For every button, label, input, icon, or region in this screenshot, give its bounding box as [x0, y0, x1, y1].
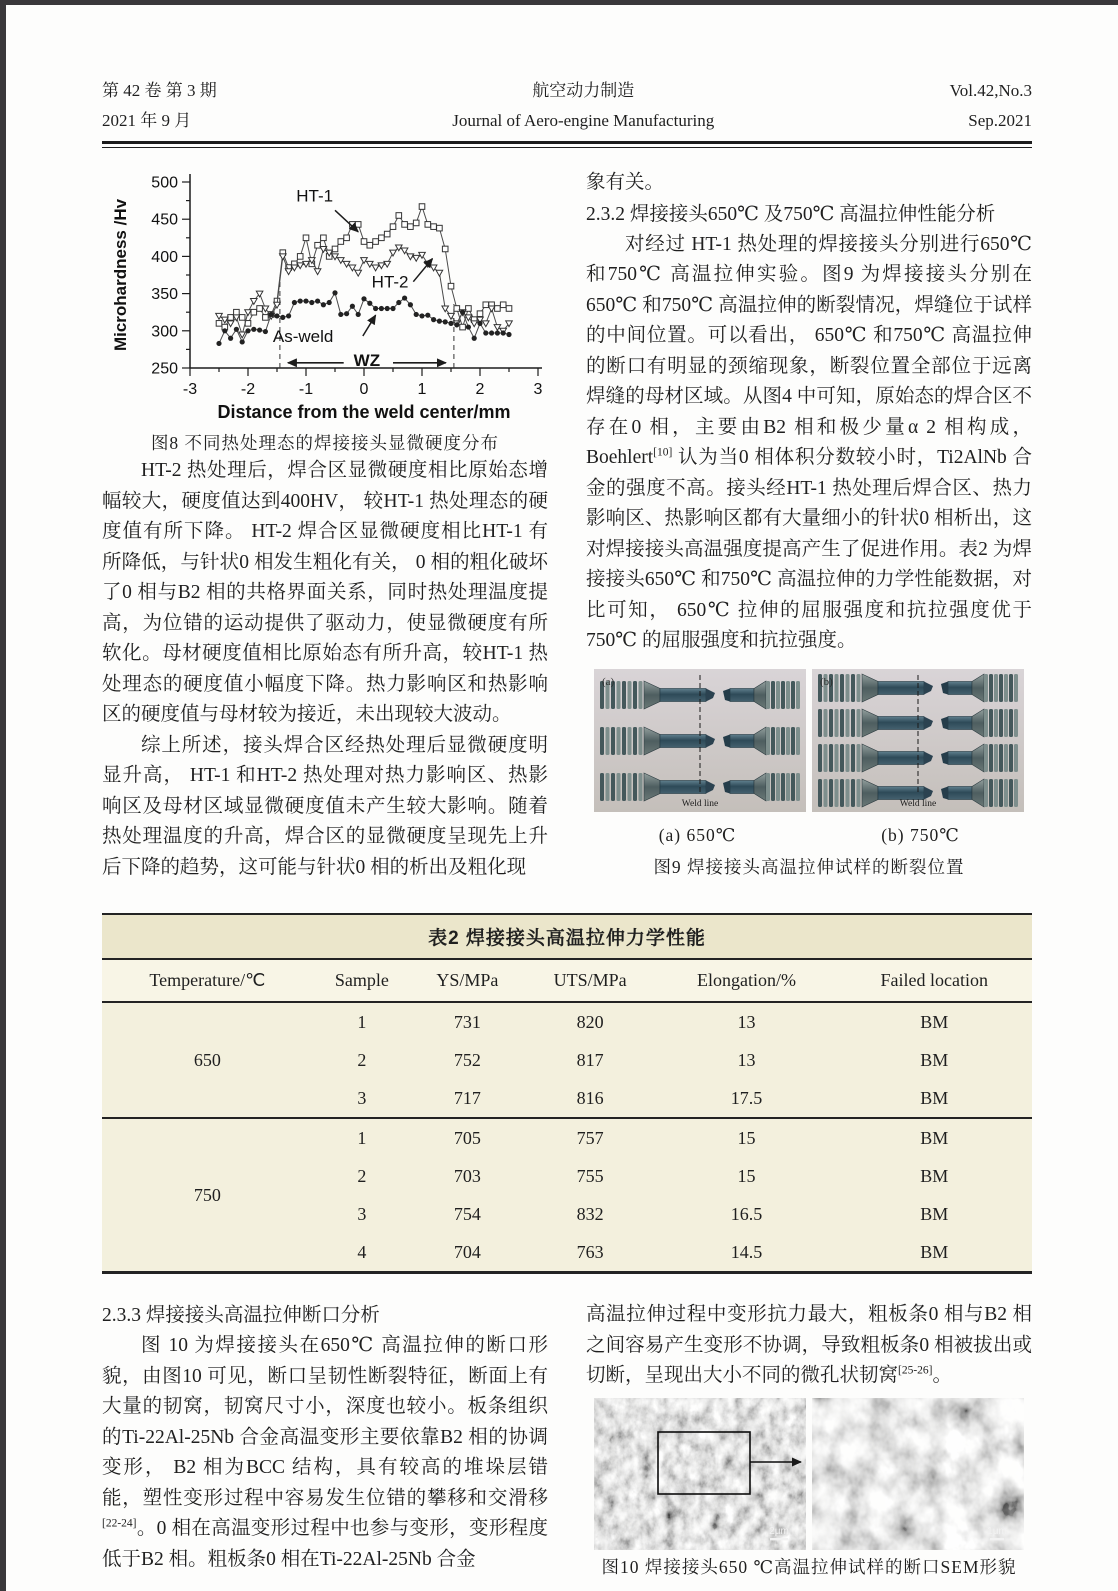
cell-ys: 752: [411, 1041, 524, 1079]
cell-uts: 817: [524, 1041, 657, 1079]
figure-8-caption: 图8 不同热处理态的焊接接头显微硬度分布: [150, 433, 500, 453]
col-header-ys: YS/MPa: [411, 959, 524, 1002]
cell-ys: 717: [411, 1079, 524, 1118]
paragraph: 综上所述，接头焊合区经热处理后显微硬度明显升高， HT-1 和HT-2 热处理对热力影响区、热影响区及母材区域显微硬度值未产生较大影响。随着热处理温度的升高，焊合区的显微硬度呈现先上升后下降的趋势，这可能与针状0 相的析出及粗化现: [102, 734, 548, 878]
figure-9-caption: 图9 焊接接头高温拉伸试样的断裂位置: [653, 857, 965, 877]
volume-issue-en: Vol.42,No.3: [949, 81, 1032, 100]
svg-text:350: 350: [151, 286, 178, 304]
page-content: [102, 76, 1032, 1580]
cell-sample: 4: [313, 1233, 411, 1273]
svg-text:0: 0: [359, 381, 369, 398]
figure-9-photos: [586, 669, 1032, 812]
scale-label: 2μm: [769, 1525, 789, 1537]
table-2: [102, 913, 1032, 1274]
svg-text:-3: -3: [182, 381, 198, 398]
paragraph-text: 认为当0 相体积分数较小时，Ti2AlNb 合金的强度不高。接头经HT-1 热处理后焊合区、热力影响区、热影响区都有大量细小的针状0 相析出，这对焊接接头高温强度提高产生了促进作用。表2 为焊接接头650℃ 和750℃ 高温拉伸的力学性能数据，对比可知， 650℃ 拉伸的屈服强度和抗拉强度优于750℃ 的屈服强度和抗拉强度。: [586, 447, 1032, 651]
svg-text:400: 400: [151, 248, 178, 266]
cell-failed-location: BM: [836, 1079, 1032, 1118]
paragraph-text: 图 10 为焊接接头在650℃ 高温拉伸的断口形貌，由图10 可见，断口呈韧性断裂特征，断面上有大量的韧窝，韧窝尺寸小，深度也较小。板条组织的Ti-22Al-25Nb 合金高温变形主要依靠B2 相的协调变形， B2 相为BCC 结构，具有较高的堆垛层错能，塑性变形过程中容易发生位错的攀移和交滑移: [102, 1335, 548, 1509]
section-heading-233: 2.3.3 焊接接头高温拉伸断口分析: [102, 1305, 380, 1326]
weld-line-label: Weld line: [681, 798, 719, 809]
svg-text:-2: -2: [240, 381, 256, 398]
sem-fractograph-right: [812, 1398, 1024, 1550]
cell-failed-location: BM: [836, 1157, 1032, 1195]
left-column-bottom: [102, 1300, 548, 1575]
right-column: [586, 168, 1032, 880]
cell-failed-location: BM: [836, 1195, 1032, 1233]
svg-text:Distance from the weld center/: Distance from the weld center/mm: [217, 402, 511, 422]
figure-10-images: [586, 1398, 1032, 1550]
cell-uts: 757: [524, 1118, 657, 1157]
journal-header: [102, 76, 1032, 136]
subcaption-a: (a) 650℃: [658, 824, 737, 845]
cell-elongation: 16.5: [656, 1195, 836, 1233]
svg-text:450: 450: [151, 211, 178, 229]
scale-label: 1μm: [987, 1525, 1007, 1537]
left-column: [102, 168, 548, 883]
cell-failed-location: BM: [836, 1233, 1032, 1273]
cell-elongation: 14.5: [656, 1233, 836, 1273]
cell-failed-location: BM: [836, 1002, 1032, 1041]
paragraph-text: 。0 相在高温变形过程中也参与变形，变形程度低于B2 相。粗板条0 相在Ti-22Al-25Nb 合金: [102, 1518, 548, 1570]
cell-failed-location: BM: [836, 1118, 1032, 1157]
citation-ref: [22-24]: [102, 1517, 137, 1530]
col-header-failed-location: Failed location: [836, 959, 1032, 1002]
citation-ref: [25-26]: [898, 1364, 933, 1377]
header-right: [950, 76, 1032, 136]
page-border-top: [0, 0, 1118, 5]
header-center: [452, 76, 714, 136]
table-row: [102, 1002, 1032, 1041]
tensile-specimens-photo-750: [812, 669, 1024, 812]
col-header-sample: Sample: [313, 959, 411, 1002]
paragraph: [586, 230, 1032, 657]
svg-text:250: 250: [151, 360, 178, 378]
scale-bar: [770, 1538, 788, 1540]
paragraph: [102, 1331, 548, 1575]
cell-uts: 832: [524, 1195, 657, 1233]
svg-text:As-weld: As-weld: [272, 326, 334, 346]
svg-text:500: 500: [151, 174, 178, 192]
paragraph: HT-2 热处理后，焊合区显微硬度相比原始态增幅较大，硬度值达到400HV， 较HT-1 热处理态的硬度值有所下降。 HT-2 焊合区显微硬度相比HT-1 有所降低，与针状0 相发生粗化有关， 0 相的粗化破坏了0 相与B2 相的共格界面关系，同时热处理温度提高，为位错的运动提供了驱动力，使显微硬度有所软化。母材硬度值相比原始态有所升高，较HT-1 热处理态的硬度值小幅度下降。热力影响区和热影响区的硬度值与母材较为接近，未出现较大波动。: [102, 460, 548, 725]
figure-8: [102, 168, 548, 456]
cell-ys: 705: [411, 1118, 524, 1157]
table-2-title: 表2 焊接接头高温拉伸力学性能: [102, 914, 1032, 959]
paragraph-text: 。: [932, 1365, 953, 1386]
cell-uts: 755: [524, 1157, 657, 1195]
cell-sample: 2: [313, 1041, 411, 1079]
table-2-header-row: [102, 959, 1032, 1002]
figure-10: [586, 1398, 1032, 1580]
cell-uts: 816: [524, 1079, 657, 1118]
microhardness-chart: [102, 168, 548, 426]
cell-uts: 763: [524, 1233, 657, 1273]
cell-temperature: 650: [102, 1002, 313, 1118]
svg-text:300: 300: [151, 323, 178, 341]
svg-text:3: 3: [533, 381, 543, 398]
journal-title-en: Journal of Aero-engine Manufacturing: [452, 111, 715, 130]
sem-fractograph-left: [594, 1398, 806, 1550]
cell-elongation: 17.5: [656, 1079, 836, 1118]
header-left: [102, 76, 217, 136]
figure-9-subcaptions: [586, 820, 1032, 851]
table-row: [102, 1118, 1032, 1157]
right-column-bottom: [586, 1300, 1032, 1580]
weld-line-label: Weld line: [899, 798, 937, 809]
cell-failed-location: BM: [836, 1041, 1032, 1079]
tensile-specimens-photo-650: [594, 669, 806, 812]
scale-bar: [990, 1538, 1004, 1540]
cell-sample: 1: [313, 1002, 411, 1041]
date-en: Sep.2021: [968, 111, 1032, 130]
paragraph: [586, 1300, 1032, 1392]
cell-ys: 703: [411, 1157, 524, 1195]
figure-10-caption: 图10 焊接接头650 ℃高温拉伸试样的断口SEM形貌: [601, 1556, 1017, 1577]
figure-9: [586, 669, 1032, 881]
section-heading-232: 2.3.2 焊接接头650℃ 及750℃ 高温拉伸性能分析: [586, 203, 996, 225]
date-cn: 2021 年 9 月: [102, 111, 192, 130]
paragraph-text: 对经过 HT-1 热处理的焊接接头分别进行650℃ 和750℃ 高温拉伸实验。图9 为焊接接头分别在650℃ 和750℃ 高温拉伸的断裂情况，焊缝位于试样的中间位置。可以看出， 650℃ 和750℃ 高温拉伸的断口有明显的颈缩现象，断裂位置全部位于远离焊缝的母材区域。从图4 中可知，原始态的焊合区不存在0 相，主要由B2 相和极少量α 2 相构成， Boehlert: [586, 233, 1032, 468]
citation-ref: [10]: [653, 446, 673, 459]
cell-sample: 1: [313, 1118, 411, 1157]
svg-text:2: 2: [475, 381, 485, 398]
columns-top: [102, 168, 1032, 883]
col-header-temperature: Temperature/℃: [102, 959, 313, 1002]
cell-temperature: 750: [102, 1118, 313, 1273]
header-rule: [102, 141, 1032, 148]
photo-corner-label: (a): [602, 675, 615, 688]
subcaption-b: (b) 750℃: [881, 824, 960, 845]
cell-ys: 754: [411, 1195, 524, 1233]
paragraph: 象有关。: [586, 172, 665, 193]
photo-corner-label: (b): [820, 675, 833, 688]
svg-text:HT-2: HT-2: [371, 272, 409, 292]
cell-elongation: 13: [656, 1002, 836, 1041]
paragraph-text: 高温拉伸过程中变形抗力最大，粗板条0 相与B2 相之间容易产生变形不协调，导致粗板条0 相被拔出或切断，呈现出大小不同的微孔状韧窝: [586, 1304, 1032, 1386]
svg-text:Microhardness /Hv: Microhardness /Hv: [111, 198, 130, 352]
journal-title-cn: 航空动力制造: [532, 81, 635, 100]
columns-bottom: [102, 1300, 1032, 1580]
svg-text:WZ: WZ: [353, 350, 381, 370]
cell-elongation: 15: [656, 1157, 836, 1195]
cell-uts: 820: [524, 1002, 657, 1041]
page-border-left: [0, 0, 6, 1591]
col-header-elongation: Elongation/%: [656, 959, 836, 1002]
cell-elongation: 15: [656, 1118, 836, 1157]
cell-sample: 2: [313, 1157, 411, 1195]
cell-sample: 3: [313, 1195, 411, 1233]
cell-sample: 3: [313, 1079, 411, 1118]
table-2-title-row: [102, 914, 1032, 959]
volume-issue-cn: 第 42 卷 第 3 期: [102, 81, 217, 100]
cell-ys: 704: [411, 1233, 524, 1273]
col-header-uts: UTS/MPa: [524, 959, 657, 1002]
svg-text:1: 1: [417, 381, 427, 398]
cell-ys: 731: [411, 1002, 524, 1041]
svg-text:HT-1: HT-1: [296, 186, 334, 206]
svg-text:-1: -1: [298, 381, 314, 398]
cell-elongation: 13: [656, 1041, 836, 1079]
